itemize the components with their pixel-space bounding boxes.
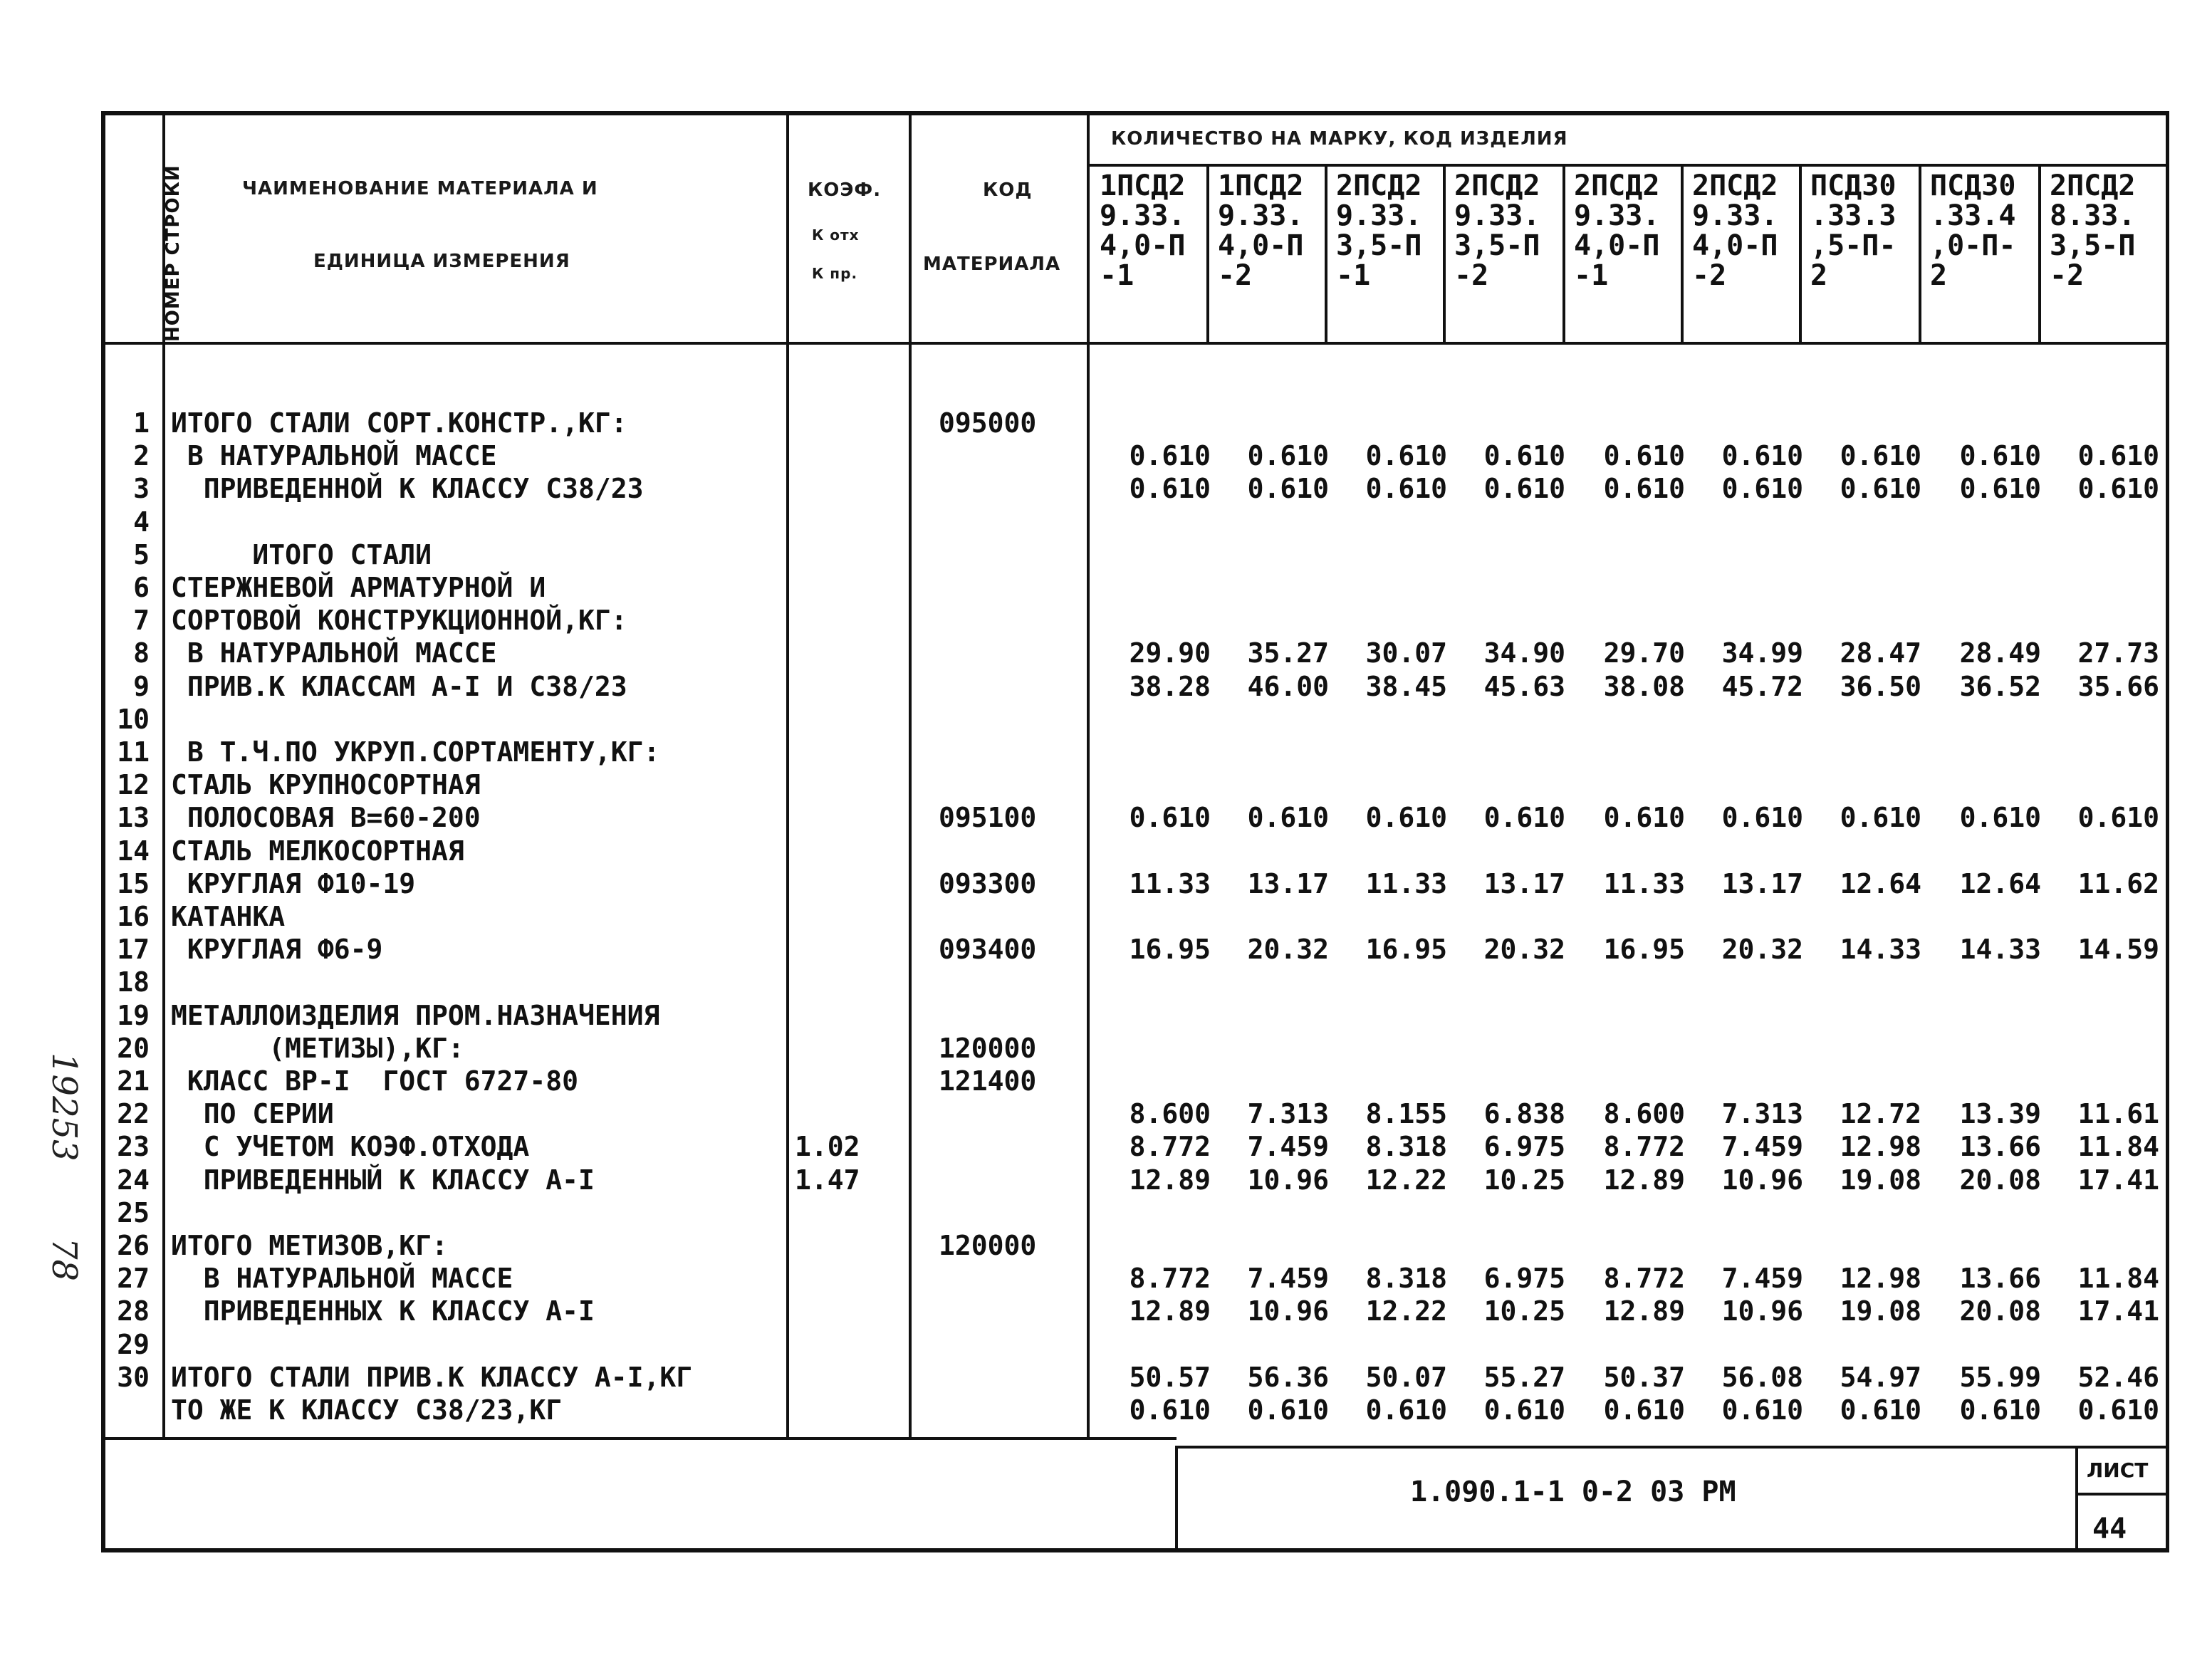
quantity-cell: 8.772: [1603, 1131, 1685, 1162]
quantity-cell: 0.610: [1959, 1394, 2041, 1426]
quantity-cell: 0.610: [1483, 802, 1565, 833]
quantity-cell: 0.610: [1129, 1394, 1211, 1426]
quantity-cell: 12.22: [1365, 1164, 1447, 1196]
material-name: ПРИВЕДЕННОЙ К КЛАССУ С38/23: [171, 473, 644, 504]
quantity-cell: 34.99: [1721, 637, 1803, 669]
quantity-cell: 12.98: [1840, 1263, 1921, 1294]
quantity-cell: 38.08: [1603, 671, 1685, 702]
sheet-number: 44: [2092, 1513, 2127, 1545]
material-code: 095100: [939, 802, 1037, 833]
material-code: 095000: [939, 407, 1037, 439]
quantity-cell: 6.975: [1483, 1131, 1565, 1162]
row-number: 22: [117, 1098, 150, 1129]
quantity-cell: 11.61: [2077, 1098, 2159, 1129]
quantity-cell: 0.610: [2077, 1394, 2159, 1426]
quantity-cell: 17.41: [2077, 1164, 2159, 1196]
quantity-cell: 12.22: [1365, 1295, 1447, 1327]
col-divider-name: [786, 114, 789, 1439]
material-name: СТЕРЖНЕВОЙ АРМАТУРНОЙ И: [171, 572, 546, 603]
quantity-cell: 14.33: [1959, 934, 2041, 965]
material-name: ПО СЕРИИ: [171, 1098, 334, 1129]
row-number: 1: [133, 407, 150, 439]
margin-note-archive-number: 19253: [44, 1053, 84, 1162]
mark-header-6: 2ПСД2 9.33. 4,0-П -2: [1692, 169, 1778, 292]
quantity-cell: 8.318: [1365, 1131, 1447, 1162]
material-name: МЕТАЛЛОИЗДЕЛИЯ ПРОМ.НАЗНАЧЕНИЯ: [171, 1000, 660, 1031]
quantity-cell: 0.610: [1959, 802, 2041, 833]
quantity-cell: 0.610: [1959, 440, 2041, 471]
col-divider-m3: [1443, 165, 1446, 343]
sheet-box-left-line: [2075, 1446, 2078, 1552]
name-header-line1: ЧАИМЕНОВАНИЕ МАТЕРИАЛА И: [242, 178, 598, 199]
mark-header-1: 1ПСД2 9.33. 4,0-П -1: [1100, 169, 1186, 292]
quantity-cell: 0.610: [1721, 1394, 1803, 1426]
row-number: 7: [133, 605, 150, 636]
quantity-cell: 16.95: [1365, 934, 1447, 965]
material-name: КЛАСС ВР-I ГОСТ 6727-80: [171, 1065, 578, 1097]
col-divider-m8: [2038, 165, 2041, 343]
quantity-cell: 45.63: [1483, 671, 1565, 702]
quantity-cell: 12.89: [1603, 1295, 1685, 1327]
quantity-cell: 0.610: [1247, 440, 1329, 471]
quantity-cell: 19.08: [1840, 1164, 1921, 1196]
quantity-cell: 45.72: [1721, 671, 1803, 702]
material-name: КАТАНКА: [171, 901, 286, 932]
quantity-cell: 0.610: [1483, 1394, 1565, 1426]
quantity-cell: 46.00: [1247, 671, 1329, 702]
quantity-cell: 8.318: [1365, 1263, 1447, 1294]
quantity-cell: 27.73: [2077, 637, 2159, 669]
quantity-cell: 13.39: [1959, 1098, 2041, 1129]
quantity-cell: 0.610: [2077, 473, 2159, 504]
quantity-cell: 36.50: [1840, 671, 1921, 702]
quantity-cell: 11.84: [2077, 1131, 2159, 1162]
document-code: 1.090.1-1 0-2 03 РМ: [1410, 1476, 1736, 1508]
row-number: 11: [117, 736, 150, 768]
quantity-cell: 20.32: [1721, 934, 1803, 965]
quantity-cell: 0.610: [1840, 802, 1921, 833]
stamp-top-line: [1175, 1446, 2168, 1449]
row-number: 5: [133, 539, 150, 570]
quantity-cell: 0.610: [2077, 440, 2159, 471]
quantity-cell: 12.98: [1840, 1131, 1921, 1162]
col-divider-m2: [1325, 165, 1327, 343]
row-number: 24: [117, 1164, 150, 1196]
quantity-cell: 0.610: [1129, 802, 1211, 833]
row-number: 14: [117, 835, 150, 867]
name-header-line2: ЕДИНИЦА ИЗМЕРЕНИЯ: [313, 251, 570, 272]
quantity-cell: 16.95: [1129, 934, 1211, 965]
mark-header-3: 2ПСД2 9.33. 3,5-П -1: [1336, 169, 1422, 292]
quantity-cell: 20.32: [1247, 934, 1329, 965]
quantity-cell: 6.975: [1483, 1263, 1565, 1294]
quantity-cell: 0.610: [1365, 440, 1447, 471]
coefficient: 1.47: [795, 1164, 860, 1196]
row-number: 16: [117, 901, 150, 932]
quantity-cell: 56.36: [1247, 1362, 1329, 1393]
quantity-cell: 0.610: [1129, 440, 1211, 471]
material-name: С УЧЕТОМ КОЭФ.ОТХОДА: [171, 1131, 530, 1162]
quantity-cell: 0.610: [1603, 440, 1685, 471]
stamp-left-line: [1175, 1446, 1178, 1552]
quantity-cell: 0.610: [1365, 473, 1447, 504]
quantity-title-line: [1087, 164, 2168, 167]
quantity-cell: 13.17: [1721, 868, 1803, 899]
quantity-cell: 50.07: [1365, 1362, 1447, 1393]
material-name: ИТОГО СТАЛИ СОРТ.КОНСТР.,КГ:: [171, 407, 627, 439]
quantity-cell: 10.96: [1247, 1164, 1329, 1196]
quantity-cell: 10.25: [1483, 1295, 1565, 1327]
quantity-cell: 0.610: [1603, 802, 1685, 833]
quantity-cell: 8.600: [1603, 1098, 1685, 1129]
quantity-cell: 0.610: [1721, 473, 1803, 504]
quantity-cell: 7.313: [1247, 1098, 1329, 1129]
row-number: 12: [117, 769, 150, 800]
quantity-cell: 55.27: [1483, 1362, 1565, 1393]
quantity-cell: 35.27: [1247, 637, 1329, 669]
quantity-cell: 8.772: [1129, 1131, 1211, 1162]
col-divider-m6: [1799, 165, 1802, 343]
material-name: ИТОГО СТАЛИ ПРИВ.К КЛАССУ А-I,КГ: [171, 1362, 693, 1393]
quantity-cell: 10.96: [1247, 1295, 1329, 1327]
quantity-cell: 0.610: [1840, 473, 1921, 504]
material-code: 093400: [939, 934, 1037, 965]
quantity-cell: 36.52: [1959, 671, 2041, 702]
quantity-cell: 29.90: [1129, 637, 1211, 669]
material-name: СОРТОВОЙ КОНСТРУКЦИОННОЙ,КГ:: [171, 605, 627, 636]
quantity-cell: 19.08: [1840, 1295, 1921, 1327]
quantity-cell: 56.08: [1721, 1362, 1803, 1393]
quantity-cell: 55.99: [1959, 1362, 2041, 1393]
coefficient: 1.02: [795, 1131, 860, 1162]
quantity-cell: 11.33: [1365, 868, 1447, 899]
row-number: 30: [117, 1362, 150, 1393]
quantity-cell: 38.28: [1129, 671, 1211, 702]
quantity-cell: 0.610: [1959, 473, 2041, 504]
row-number: 9: [133, 671, 150, 702]
col-divider-m1: [1206, 165, 1209, 343]
code-header-line1: КОД: [983, 179, 1033, 201]
row-number: 15: [117, 868, 150, 899]
quantity-cell: 0.610: [1483, 440, 1565, 471]
material-name: В НАТУРАЛЬНОЙ МАССЕ: [171, 440, 497, 471]
row-number: 4: [133, 506, 150, 538]
quantity-cell: 7.459: [1721, 1263, 1803, 1294]
quantity-cell: 10.96: [1721, 1295, 1803, 1327]
material-name: В НАТУРАЛЬНОЙ МАССЕ: [171, 637, 497, 669]
material-name: В НАТУРАЛЬНОЙ МАССЕ: [171, 1263, 513, 1294]
material-name: (МЕТИЗЫ),КГ:: [171, 1033, 464, 1064]
material-code: 121400: [939, 1065, 1037, 1097]
row-number: 13: [117, 802, 150, 833]
mark-header-7: ПСД30 .33.3 ,5-П- 2: [1810, 169, 1897, 292]
coef-header-line1: КОЭФ.: [808, 179, 882, 201]
material-name: В Т.Ч.ПО УКРУП.СОРТАМЕНТУ,КГ:: [171, 736, 660, 768]
quantity-cell: 30.07: [1365, 637, 1447, 669]
quantity-cell: 13.66: [1959, 1263, 2041, 1294]
quantity-cell: 7.459: [1247, 1131, 1329, 1162]
quantity-cell: 8.155: [1365, 1098, 1447, 1129]
quantity-cell: 54.97: [1840, 1362, 1921, 1393]
quantity-cell: 0.610: [1247, 802, 1329, 833]
row-number: 29: [117, 1329, 150, 1360]
quantity-cell: 6.838: [1483, 1098, 1565, 1129]
row-number-header: НОМЕР СТРОКИ: [162, 165, 184, 342]
quantity-cell: 12.89: [1129, 1295, 1211, 1327]
quantity-cell: 0.610: [1721, 802, 1803, 833]
material-code: 093300: [939, 868, 1037, 899]
quantity-cell: 0.610: [1247, 1394, 1329, 1426]
quantity-cell: 14.59: [2077, 934, 2159, 965]
material-name: ТО ЖЕ К КЛАССУ С38/23,КГ: [171, 1394, 563, 1426]
quantity-cell: 0.610: [1129, 473, 1211, 504]
quantity-cell: 13.17: [1247, 868, 1329, 899]
row-number: 26: [117, 1230, 150, 1261]
quantity-cell: 11.33: [1129, 868, 1211, 899]
material-name: КРУГЛАЯ Ф6-9: [171, 934, 383, 965]
row-number: 28: [117, 1295, 150, 1327]
code-header-line2: МАТЕРИАЛА: [923, 254, 1061, 275]
sheet-label: ЛИСТ: [2087, 1458, 2149, 1482]
quantity-cell: 16.95: [1603, 934, 1685, 965]
material-name: СТАЛЬ КРУПНОСОРТНАЯ: [171, 769, 481, 800]
quantity-title: КОЛИЧЕСТВО НА МАРКУ, КОД ИЗДЕЛИЯ: [1111, 128, 1568, 150]
quantity-cell: 17.41: [2077, 1295, 2159, 1327]
quantity-cell: 35.66: [2077, 671, 2159, 702]
row-number: 8: [133, 637, 150, 669]
material-name: ИТОГО СТАЛИ: [171, 539, 432, 570]
row-number: 2: [133, 440, 150, 471]
quantity-cell: 12.64: [1959, 868, 2041, 899]
row-number: 21: [117, 1065, 150, 1097]
row-number: 25: [117, 1197, 150, 1228]
quantity-cell: 8.772: [1603, 1263, 1685, 1294]
quantity-cell: 7.459: [1247, 1263, 1329, 1294]
mark-header-5: 2ПСД2 9.33. 4,0-П -1: [1574, 169, 1660, 292]
quantity-cell: 13.66: [1959, 1131, 2041, 1162]
mark-header-9: 2ПСД2 8.33. 3,5-П -2: [2050, 169, 2136, 292]
material-name: ИТОГО МЕТИЗОВ,КГ:: [171, 1230, 448, 1261]
quantity-cell: 7.313: [1721, 1098, 1803, 1129]
row-number: 6: [133, 572, 150, 603]
row-number: 19: [117, 1000, 150, 1031]
material-code: 120000: [939, 1230, 1037, 1261]
material-name: ПРИВЕДЕННЫХ К КЛАССУ А-I: [171, 1295, 595, 1327]
quantity-cell: 12.89: [1129, 1164, 1211, 1196]
quantity-cell: 13.17: [1483, 868, 1565, 899]
quantity-cell: 8.600: [1129, 1098, 1211, 1129]
quantity-cell: 0.610: [1365, 802, 1447, 833]
quantity-cell: 7.459: [1721, 1131, 1803, 1162]
quantity-cell: 10.96: [1721, 1164, 1803, 1196]
material-name: КРУГЛАЯ Ф10-19: [171, 868, 416, 899]
row-number: 23: [117, 1131, 150, 1162]
material-name: СТАЛЬ МЕЛКОСОРТНАЯ: [171, 835, 464, 867]
quantity-cell: 11.33: [1603, 868, 1685, 899]
quantity-cell: 12.89: [1603, 1164, 1685, 1196]
quantity-cell: 12.64: [1840, 868, 1921, 899]
quantity-cell: 8.772: [1129, 1263, 1211, 1294]
material-name: ПОЛОСОВАЯ В=60-200: [171, 802, 481, 833]
quantity-cell: 0.610: [1365, 1394, 1447, 1426]
mark-header-4: 2ПСД2 9.33. 3,5-П -2: [1454, 169, 1540, 292]
quantity-cell: 11.84: [2077, 1263, 2159, 1294]
col-divider-m4: [1563, 165, 1565, 343]
quantity-cell: 34.90: [1483, 637, 1565, 669]
quantity-cell: 0.610: [1483, 473, 1565, 504]
col-divider-code: [1087, 114, 1090, 1439]
mark-header-2: 1ПСД2 9.33. 4,0-П -2: [1218, 169, 1304, 292]
quantity-cell: 28.47: [1840, 637, 1921, 669]
quantity-cell: 28.49: [1959, 637, 2041, 669]
quantity-cell: 14.33: [1840, 934, 1921, 965]
col-divider-m5: [1681, 165, 1684, 343]
margin-note-page: 78: [44, 1238, 84, 1282]
quantity-cell: 0.610: [1721, 440, 1803, 471]
material-name: ПРИВЕДЕННЫЙ К КЛАССУ А-I: [171, 1164, 595, 1196]
mark-header-8: ПСД30 .33.4 ,0-П- 2: [1930, 169, 2016, 292]
coef-header-line2: К отх: [812, 226, 860, 244]
quantity-cell: 20.08: [1959, 1164, 2041, 1196]
quantity-cell: 50.57: [1129, 1362, 1211, 1393]
quantity-cell: 11.62: [2077, 868, 2159, 899]
col-divider-m7: [1919, 165, 1921, 343]
quantity-cell: 0.610: [1840, 440, 1921, 471]
quantity-cell: 0.610: [1840, 1394, 1921, 1426]
quantity-cell: 29.70: [1603, 637, 1685, 669]
quantity-cell: 52.46: [2077, 1362, 2159, 1393]
sheet-box-mid-line: [2075, 1493, 2168, 1496]
row-number: 18: [117, 966, 150, 998]
quantity-cell: 50.37: [1603, 1362, 1685, 1393]
quantity-cell: 10.25: [1483, 1164, 1565, 1196]
row-number: 20: [117, 1033, 150, 1064]
quantity-cell: 0.610: [1247, 473, 1329, 504]
row-number: 10: [117, 704, 150, 735]
col-divider-coef: [909, 114, 912, 1439]
quantity-cell: 0.610: [1603, 1394, 1685, 1426]
header-bottom-line: [101, 342, 2168, 345]
quantity-cell: 20.32: [1483, 934, 1565, 965]
row-number: 17: [117, 934, 150, 965]
coef-header-line3: К пр.: [812, 265, 858, 282]
material-name: ПРИВ.К КЛАССАМ А-I И С38/23: [171, 671, 627, 702]
row-number: 27: [117, 1263, 150, 1294]
material-code: 120000: [939, 1033, 1037, 1064]
quantity-cell: 38.45: [1365, 671, 1447, 702]
footer-top-line: [101, 1437, 1177, 1440]
quantity-cell: 0.610: [2077, 802, 2159, 833]
quantity-cell: 12.72: [1840, 1098, 1921, 1129]
quantity-cell: 0.610: [1603, 473, 1685, 504]
row-number: 3: [133, 473, 150, 504]
quantity-cell: 20.08: [1959, 1295, 2041, 1327]
